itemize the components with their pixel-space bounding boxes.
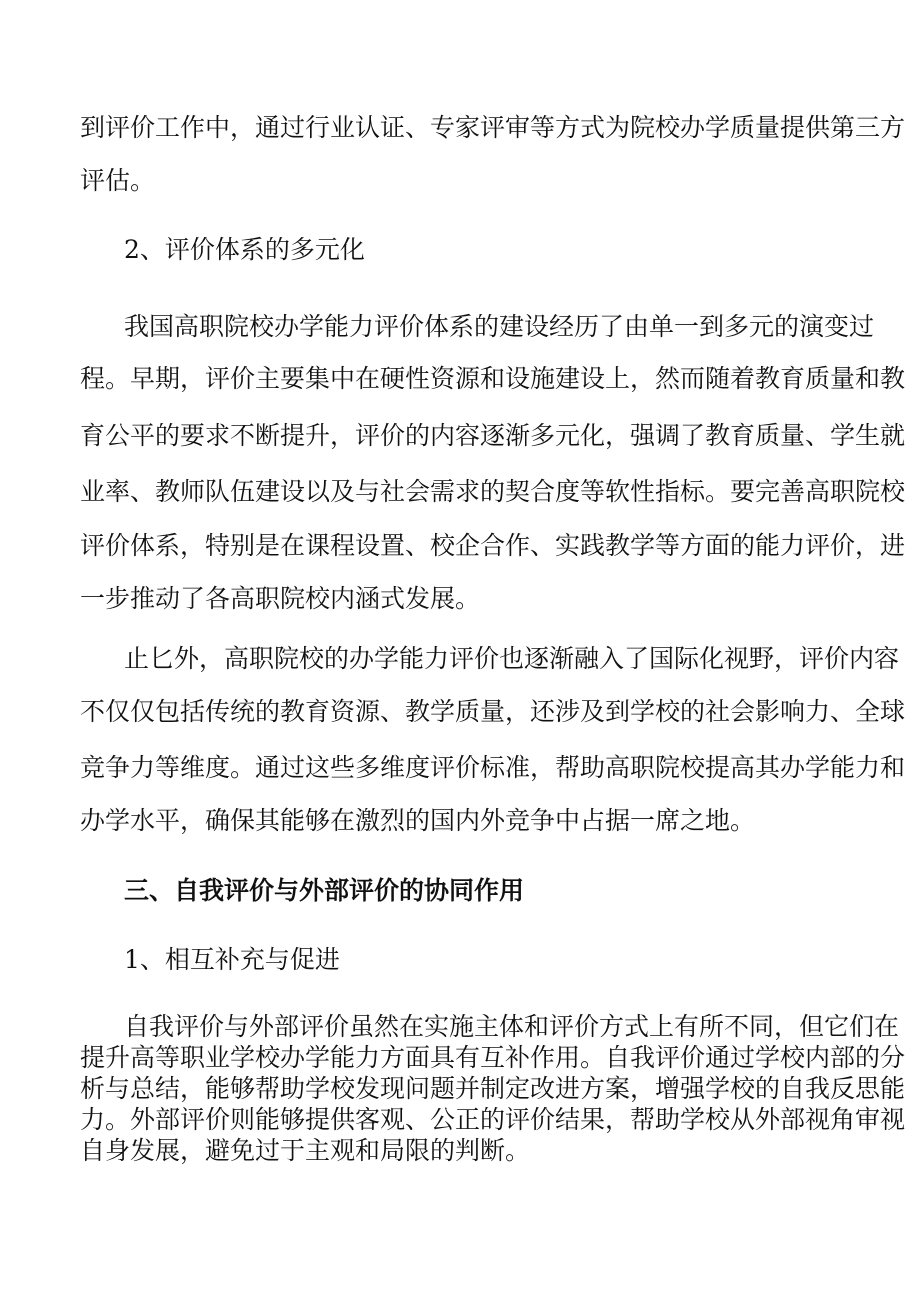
paragraph-international-line-3: 竞争力等维度。通过这些多维度评价标准，帮助高职院校提高其办学能力和 [80,753,906,782]
section-heading-3: 三、自我评价与外部评价的协同作用 [124,876,525,905]
paragraph-synergy-line-4: 力。外部评价则能够提供客观、公正的评价结果，帮助学校从外部视角审视 [80,1105,906,1134]
paragraph-synergy-line-3: 析与总结，能够帮助学校发现问题并制定改进方案，增强学校的自我反思能 [80,1074,906,1103]
paragraph-international-line-4: 办学水平，确保其能够在激烈的国内外竞争中占据一席之地。 [80,806,756,835]
paragraph-intro-line-2: 评估。 [80,166,156,195]
paragraph-diversity-line-5: 评价体系，特别是在课程设置、校企合作、实践教学等方面的能力评价，进 [80,531,906,560]
paragraph-diversity-line-1: 我国高职院校办学能力评价体系的建设经历了由单一到多元的演变过 [124,312,875,341]
paragraph-diversity-line-6: 一步推动了各高职院校内涵式发展。 [80,584,481,613]
subheading-2: 2、评价体系的多元化 [124,235,365,264]
paragraph-synergy-line-5: 自身发展，避免过于主观和局限的判断。 [80,1136,531,1165]
paragraph-synergy-line-2: 提升高等职业学校办学能力方面具有互补作用。自我评价通过学校内部的分 [80,1043,906,1072]
paragraph-diversity-line-2: 程。早期，评价主要集中在硬性资源和设施建设上，然而随着教育质量和教 [80,364,906,393]
paragraph-intro-line-1: 到评价工作中，通过行业认证、专家评审等方式为院校办学质量提供第三方 [80,113,906,142]
paragraph-diversity-line-4: 业率、教师队伍建设以及与社会需求的契合度等软性指标。要完善高职院校 [80,477,906,506]
paragraph-diversity-line-3: 育公平的要求不断提升，评价的内容逐渐多元化，强调了教育质量、学生就 [80,421,906,450]
paragraph-international-line-2: 不仅仅包括传统的教育资源、教学质量，还涉及到学校的社会影响力、全球 [80,697,906,726]
paragraph-synergy-line-1: 自我评价与外部评价虽然在实施主体和评价方式上有所不同，但它们在 [124,1012,900,1041]
paragraph-international-line-1: 止匕外，高职院校的办学能力评价也逐渐融入了国际化视野，评价内容 [124,644,900,673]
subheading-3-1: 1、相互补充与促进 [124,945,340,974]
